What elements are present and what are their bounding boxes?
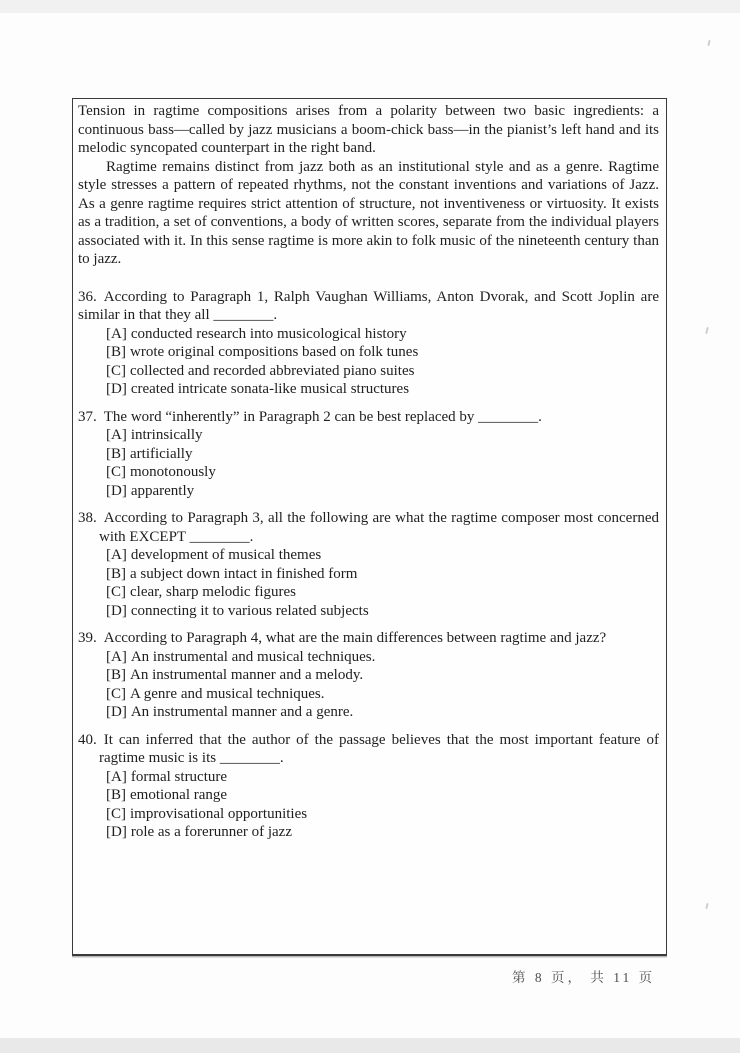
option-label: [A] <box>106 325 127 342</box>
option-label: [C] <box>106 805 126 822</box>
answer-option <box>106 768 659 787</box>
scan-speck <box>705 903 708 909</box>
options-list <box>106 325 659 399</box>
passage-paragraph: Tension in ragtime compositions arises from a polarity between two basic ingredients: a continuous bass—called by jazz musicians a boom-chick bass—in the pianist’s left hand and its melodic syncopated counterpart in the right band. <box>78 103 659 156</box>
option-label: [C] <box>106 362 126 379</box>
question-text <box>78 731 659 768</box>
answer-option <box>106 805 659 824</box>
option-label: [A] <box>106 648 127 665</box>
option-text: connecting it to various related subjects <box>130 602 369 619</box>
option-text: a subject down intact in finished form <box>130 565 358 582</box>
option-label: [B] <box>106 445 126 462</box>
option-label: [B] <box>106 565 126 582</box>
option-label: [D] <box>106 381 127 397</box>
option-text: development of musical themes <box>130 547 322 563</box>
question-number: 38. <box>78 510 97 526</box>
answer-option <box>106 823 659 842</box>
option-text: artificially <box>130 445 193 462</box>
question-text <box>78 509 659 546</box>
answer-option <box>106 602 659 621</box>
options-list <box>106 768 659 842</box>
option-label: [B] <box>106 344 126 360</box>
option-label: [A] <box>106 547 127 563</box>
option-text: An instrumental manner and a melody. <box>130 667 364 683</box>
options-list <box>106 546 659 620</box>
answer-option <box>106 426 659 445</box>
question-stem: According to Paragraph 4, what are the main differences between ragtime and jazz? <box>103 630 607 646</box>
option-label: [B] <box>106 787 126 803</box>
scan-speck <box>705 327 709 334</box>
answer-option <box>106 786 659 805</box>
answer-option <box>106 648 659 667</box>
question-text <box>78 408 659 427</box>
option-label: [A] <box>106 768 127 785</box>
answer-option <box>106 565 659 584</box>
answer-option <box>106 362 659 381</box>
option-text: A genre and musical techniques. <box>130 685 325 702</box>
options-list <box>106 648 659 722</box>
answer-option <box>106 463 659 482</box>
reading-passage <box>78 102 659 269</box>
question-item <box>78 288 659 399</box>
answer-option <box>106 685 659 704</box>
option-text: collected and recorded abbreviated piano suites <box>130 362 415 379</box>
answer-option <box>106 380 659 399</box>
option-label: [D] <box>106 704 127 720</box>
passage-paragraph: Ragtime remains distinct from jazz both as an institutional style and as a genre. Ragtime style stresses a pattern of repeated rhythms, not the constant inventions and variations of Jazz. As a genre ragtime requires strict attention of structure, not inventiveness or virtuosity. It exists as a tradition, a set of conventions, a body of written scores, separate from the individual players associated with it. In this sense ragtime is more akin to folk music of the nineteenth century than to jazz. <box>78 158 659 267</box>
scan-speck <box>707 40 710 46</box>
option-text: created intricate sonata-like musical structures <box>130 381 410 397</box>
question-number: 37. <box>78 408 97 425</box>
question-number: 40. <box>78 731 97 748</box>
answer-option <box>106 546 659 565</box>
option-text: wrote original compositions based on folk tunes <box>130 344 419 360</box>
answer-option <box>106 325 659 344</box>
answer-option <box>106 703 659 722</box>
option-label: [C] <box>106 584 126 600</box>
exam-content-box <box>72 98 667 956</box>
option-label: [D] <box>106 482 127 499</box>
option-text: clear, sharp melodic figures <box>130 584 296 600</box>
answer-option <box>106 583 659 602</box>
question-stem: The word “inherently” in Paragraph 2 can be best replaced by ________. <box>103 408 542 425</box>
answer-option <box>106 445 659 464</box>
option-text: apparently <box>130 482 195 499</box>
answer-option <box>106 666 659 685</box>
page-number-footer: 第 8 页， 共 11 页 <box>512 970 656 985</box>
option-text: intrinsically <box>130 427 203 443</box>
question-stem: It can inferred that the author of the passage believes that the most important feature of ragtime music is its ________. <box>99 731 659 766</box>
question-item <box>78 629 659 722</box>
question-stem: According to Paragraph 3, all the following are what the ragtime composer most concerned with EXCEPT ________. <box>99 510 659 545</box>
option-label: [D] <box>106 602 127 619</box>
option-label: [C] <box>106 464 126 480</box>
option-text: An instrumental manner and a genre. <box>130 704 354 720</box>
question-item <box>78 408 659 501</box>
scan-edge-top <box>0 0 740 13</box>
option-text: emotional range <box>130 787 228 803</box>
option-text: An instrumental and musical techniques. <box>130 648 376 665</box>
question-item <box>78 731 659 842</box>
question-stem: According to Paragraph 1, Ralph Vaughan Williams, Anton Dvorak, and Scott Joplin are similar in that they all ________. <box>78 288 659 323</box>
scan-edge-bottom <box>0 1038 740 1053</box>
option-text: role as a forerunner of jazz <box>130 824 292 840</box>
question-list <box>78 288 659 842</box>
answer-option <box>106 482 659 501</box>
option-text: formal structure <box>130 768 228 785</box>
option-label: [D] <box>106 824 127 840</box>
answer-option <box>106 343 659 362</box>
options-list <box>106 426 659 500</box>
question-number: 36. <box>78 288 97 305</box>
question-number: 39. <box>78 630 97 646</box>
option-text: conducted research into musicological history <box>130 325 407 342</box>
option-label: [B] <box>106 667 126 683</box>
question-text <box>78 629 659 648</box>
option-label: [A] <box>106 427 127 443</box>
option-text: improvisational opportunities <box>130 805 308 822</box>
question-item <box>78 509 659 620</box>
question-text <box>78 288 659 325</box>
option-label: [C] <box>106 685 126 702</box>
option-text: monotonously <box>130 464 216 480</box>
